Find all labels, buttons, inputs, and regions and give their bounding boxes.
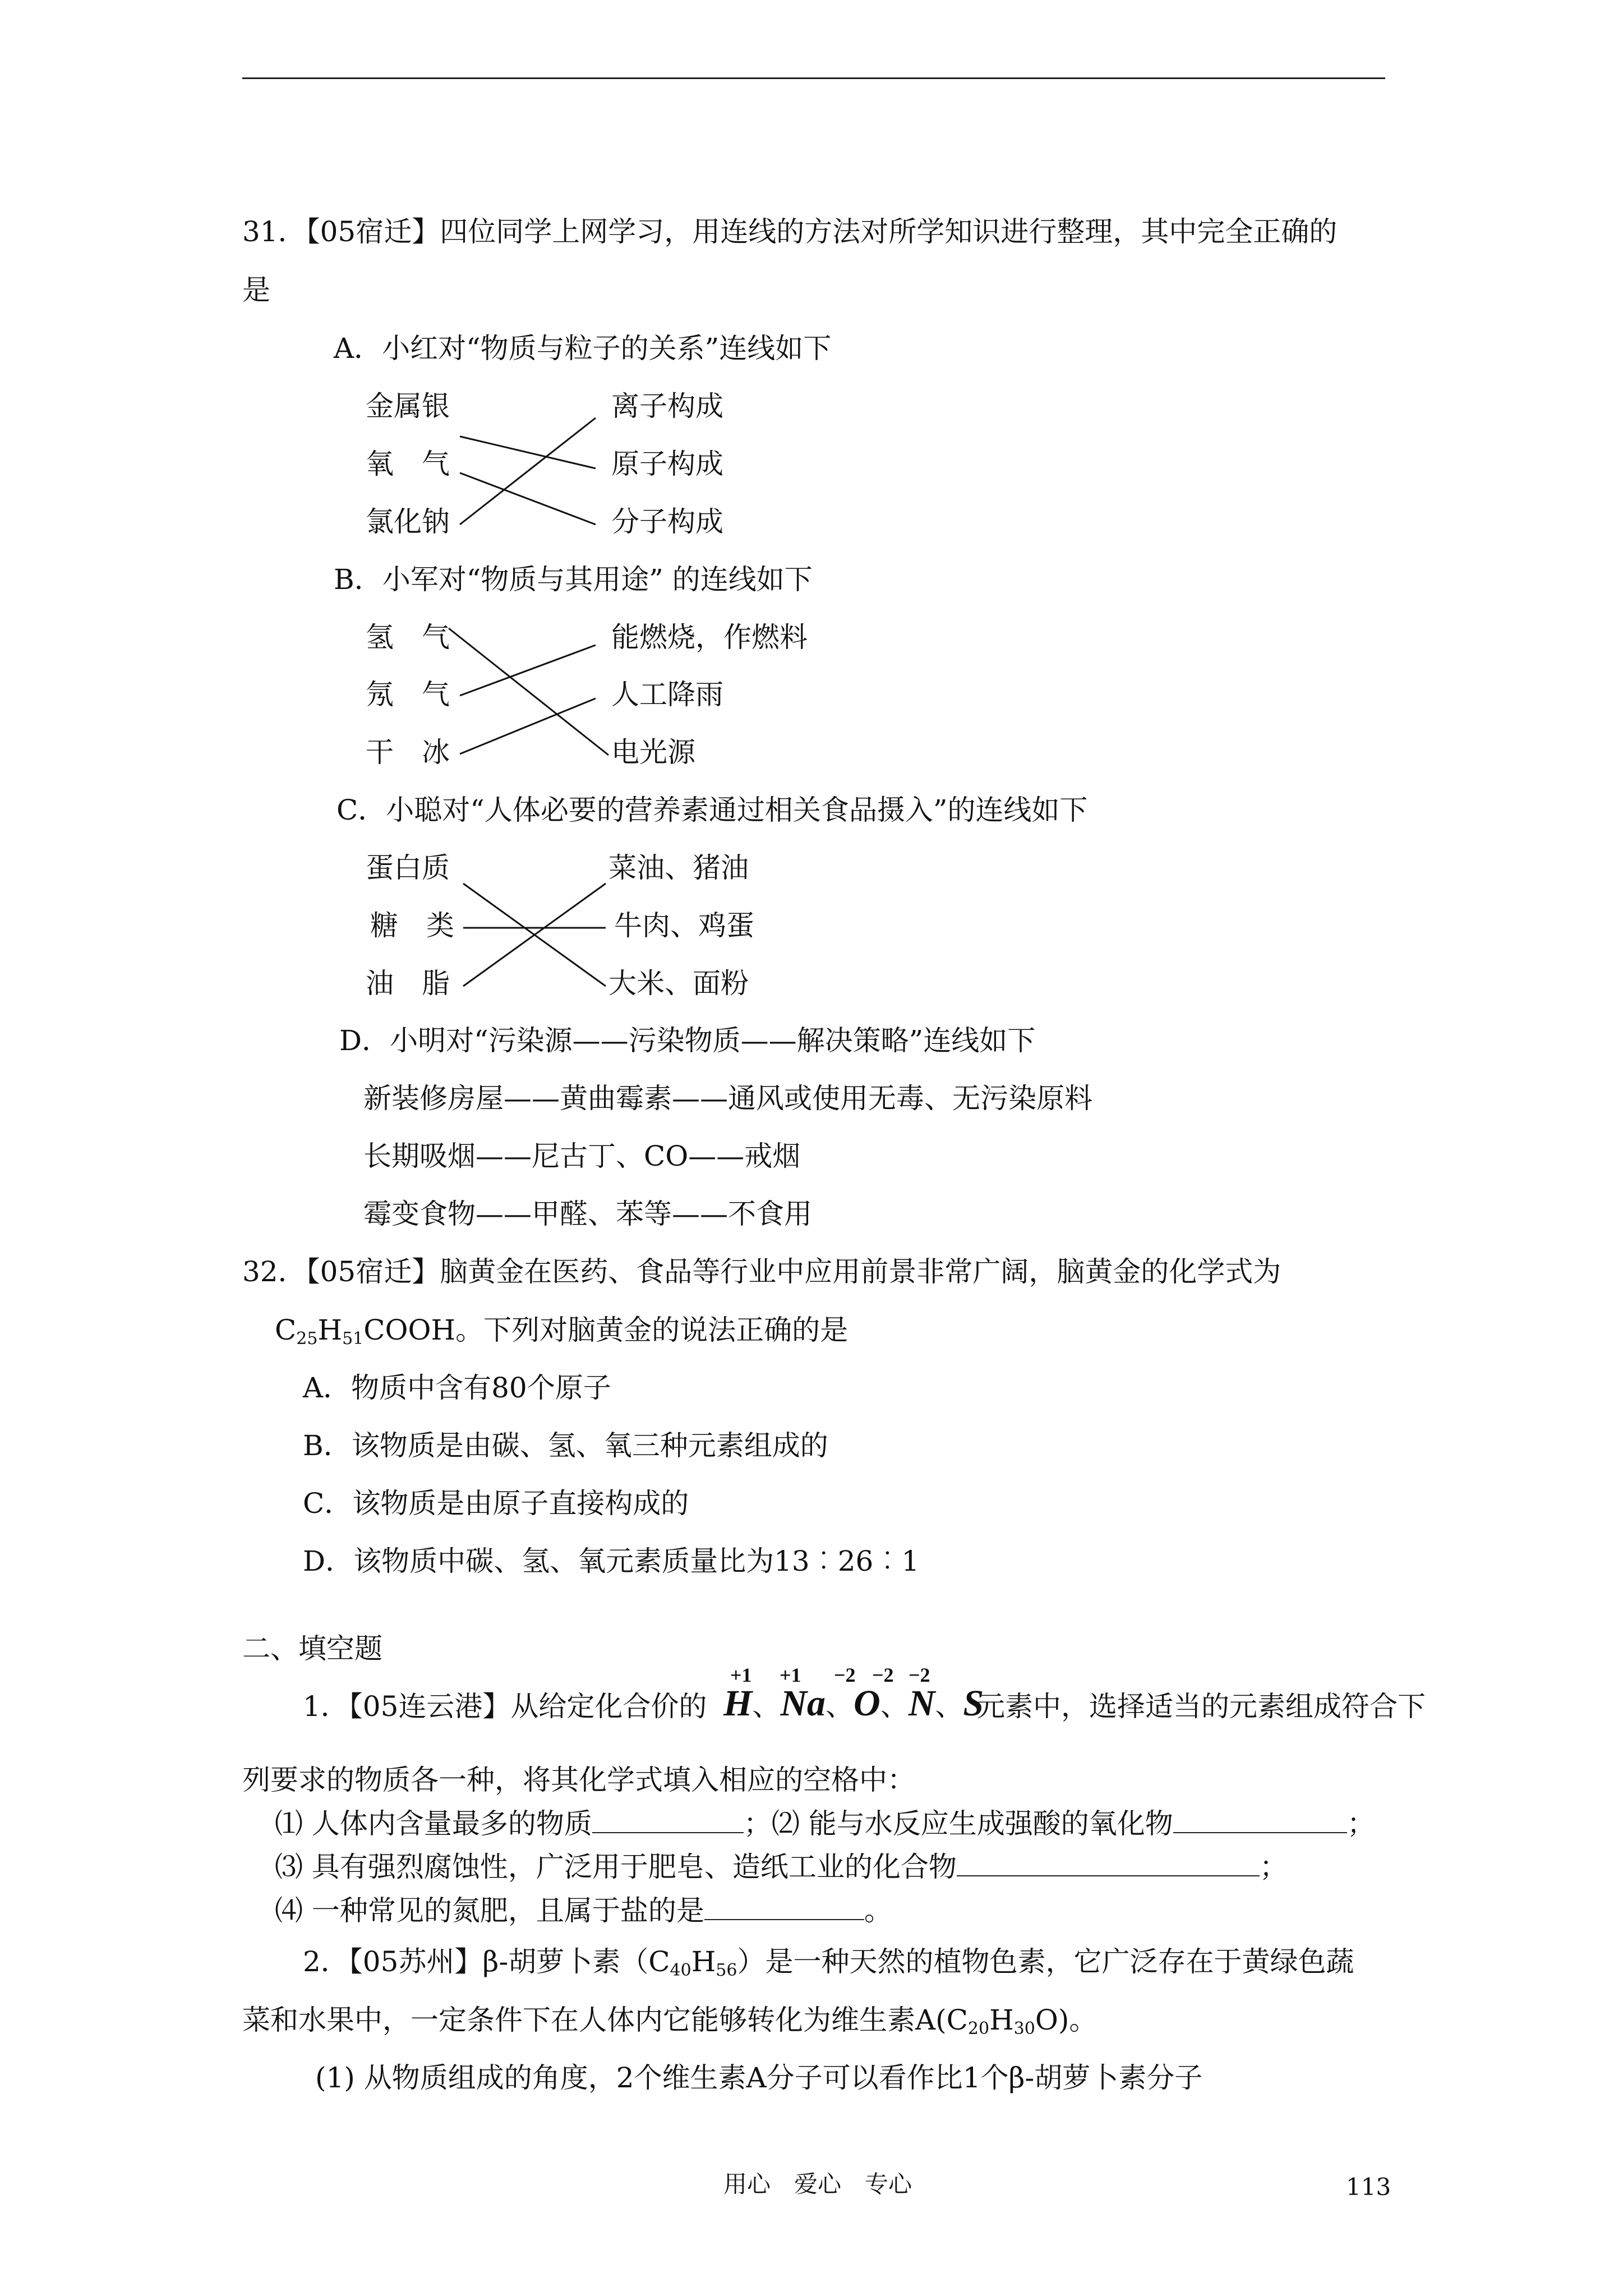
element-n: N xyxy=(908,1683,935,1724)
fill1-prefix: 1．【05连云港】从给定化合价的 xyxy=(303,1690,707,1723)
element-s: S xyxy=(963,1683,984,1724)
section-title: 二、填空题 xyxy=(242,1632,382,1665)
q31-d-row-2: 长期吸烟——尼古丁、CO——戒烟 xyxy=(363,1140,801,1172)
q32-stem-line2: $C_{25}H_{51}COOH$。下列对脑黄金的说法正确的是 xyxy=(275,1314,849,1349)
valence-h: +1 xyxy=(730,1664,752,1686)
q31-a-right-2: 原子构成 xyxy=(611,448,723,480)
q32-stem-line1: 32．【05宿迁】脑黄金在医药、食品等行业中应用前景非常广阔，脑黄金的化学式为 xyxy=(242,1255,1281,1288)
fill2-line2: 菜和水果中，一定条件下在人体内它能够转化为维生素$A(C_{20}H_{30}O)$。 xyxy=(242,2004,1098,2039)
q31-d-row-3: 霉变食物——甲醛、苯等——不食用 xyxy=(363,1198,812,1230)
b-line-3 xyxy=(460,698,596,754)
answer-blank-1[interactable] xyxy=(592,1810,744,1833)
q31-b-right-1: 能燃烧，作燃料 xyxy=(611,621,808,654)
a-line-1 xyxy=(460,436,596,468)
q32-formula: $C_{25}H_{51}COOH$ xyxy=(275,1314,456,1349)
valence-n: −2 xyxy=(872,1664,894,1686)
q31-c-left-3: 油 脂 xyxy=(366,967,450,1000)
fill1-suffix: 元素中，选择适当的元素组成符合下 xyxy=(977,1690,1426,1723)
a-line-2 xyxy=(460,473,596,524)
page-number: 113 xyxy=(1346,2173,1391,2201)
q31-b-left-3: 干 冰 xyxy=(366,736,450,769)
q32-option-a: A．物质中含有80个原子 xyxy=(303,1372,611,1404)
q31-option-a-title: A．小红对“物质与粒子的关系”连线如下 xyxy=(334,332,832,365)
q31-option-c-title: C．小聪对“人体必要的营养素通过相关食品摄入”的连线如下 xyxy=(336,794,1088,826)
element-o: O xyxy=(854,1683,880,1724)
q32-option-b: B．该物质是由碳、氢、氧三种元素组成的 xyxy=(303,1429,828,1462)
q31-c-right-1: 菜油、猪油 xyxy=(608,852,749,884)
q31-c-right-2: 牛肉、鸡蛋 xyxy=(614,909,754,942)
a-line-3 xyxy=(460,418,596,524)
q31-option-b-title: B．小军对“物质与其用途” 的连线如下 xyxy=(334,563,813,596)
q31-b-right-2: 人工降雨 xyxy=(611,678,723,711)
element-na: Na xyxy=(780,1683,826,1724)
q31-b-right-3: 电光源 xyxy=(611,736,695,769)
footer-motto: 用心 爱心 专心 xyxy=(723,2170,912,2198)
q31-c-left-1: 蛋白质 xyxy=(366,852,450,884)
fill1-line2: 列要求的物质各一种，将其化学式填入相应的空格中： xyxy=(242,1764,915,1796)
valence-na: +1 xyxy=(780,1664,801,1686)
q31-option-d-title: D．小明对“污染源——污染物质——解决策略”连线如下 xyxy=(339,1024,1036,1057)
q31-b-left-2: 氖 气 xyxy=(366,678,450,711)
answer-blank-2[interactable] xyxy=(1173,1810,1347,1833)
q31-d-row-1: 新装修房屋——黄曲霉素——通风或使用无毒、无污染原料 xyxy=(363,1082,1092,1115)
q32-option-d: D．该物质中碳、氢、氧元素质量比为13︰26︰1 xyxy=(303,1545,920,1577)
q31-b-left-1: 氢 气 xyxy=(366,621,450,654)
element-h: H xyxy=(723,1683,753,1724)
q31-stem-line1: 31．【05宿迁】四位同学上网学习，用连线的方法对所学知识进行整理，其中完全正确的 xyxy=(242,215,1338,248)
fill1-sub1-line: ⑴ 人体内含量最多的物质 ；⑵ 能与水反应生成强酸的氧化物 ； xyxy=(275,1807,1375,1840)
q31-stem-line2: 是 xyxy=(242,274,270,306)
answer-blank-4[interactable] xyxy=(704,1897,864,1920)
q31-a-right-1: 离子构成 xyxy=(611,390,723,422)
fill2-line3: (1) 从物质组成的角度，2个维生素A分子可以看作比1个β-胡萝卜素分子 xyxy=(315,2062,1203,2094)
fill2-line1: 2．【05苏州】β-胡萝卜素$(C_{40}H_{56})$是一种天然的植物色素，它广泛存在于黄绿色蔬 xyxy=(303,1945,1354,1980)
q31-a-left-1: 金属银 xyxy=(366,390,450,422)
element-row: H、Na、O、N、S xyxy=(723,1683,984,1724)
q31-a-left-2: 氧 气 xyxy=(366,448,450,480)
q31-a-right-3: 分子构成 xyxy=(611,505,723,538)
valence-o: −2 xyxy=(834,1664,856,1686)
fill1-sub4-line: ⑷ 一种常见的氮肥，且属于盐的是 。 xyxy=(275,1894,892,1927)
q31-c-right-3: 大米、面粉 xyxy=(608,967,749,1000)
fill1-sub3-line: ⑶ 具有强烈腐蚀性，广泛用于肥皂、造纸工业的化合物 ； xyxy=(275,1851,1288,1883)
q31-a-left-3: 氯化钠 xyxy=(366,505,450,538)
q31-c-left-2: 糖 类 xyxy=(370,909,454,942)
answer-blank-3[interactable] xyxy=(957,1853,1260,1876)
q32-option-c: C．该物质是由原子直接构成的 xyxy=(303,1487,689,1520)
valence-s: −2 xyxy=(909,1664,930,1686)
